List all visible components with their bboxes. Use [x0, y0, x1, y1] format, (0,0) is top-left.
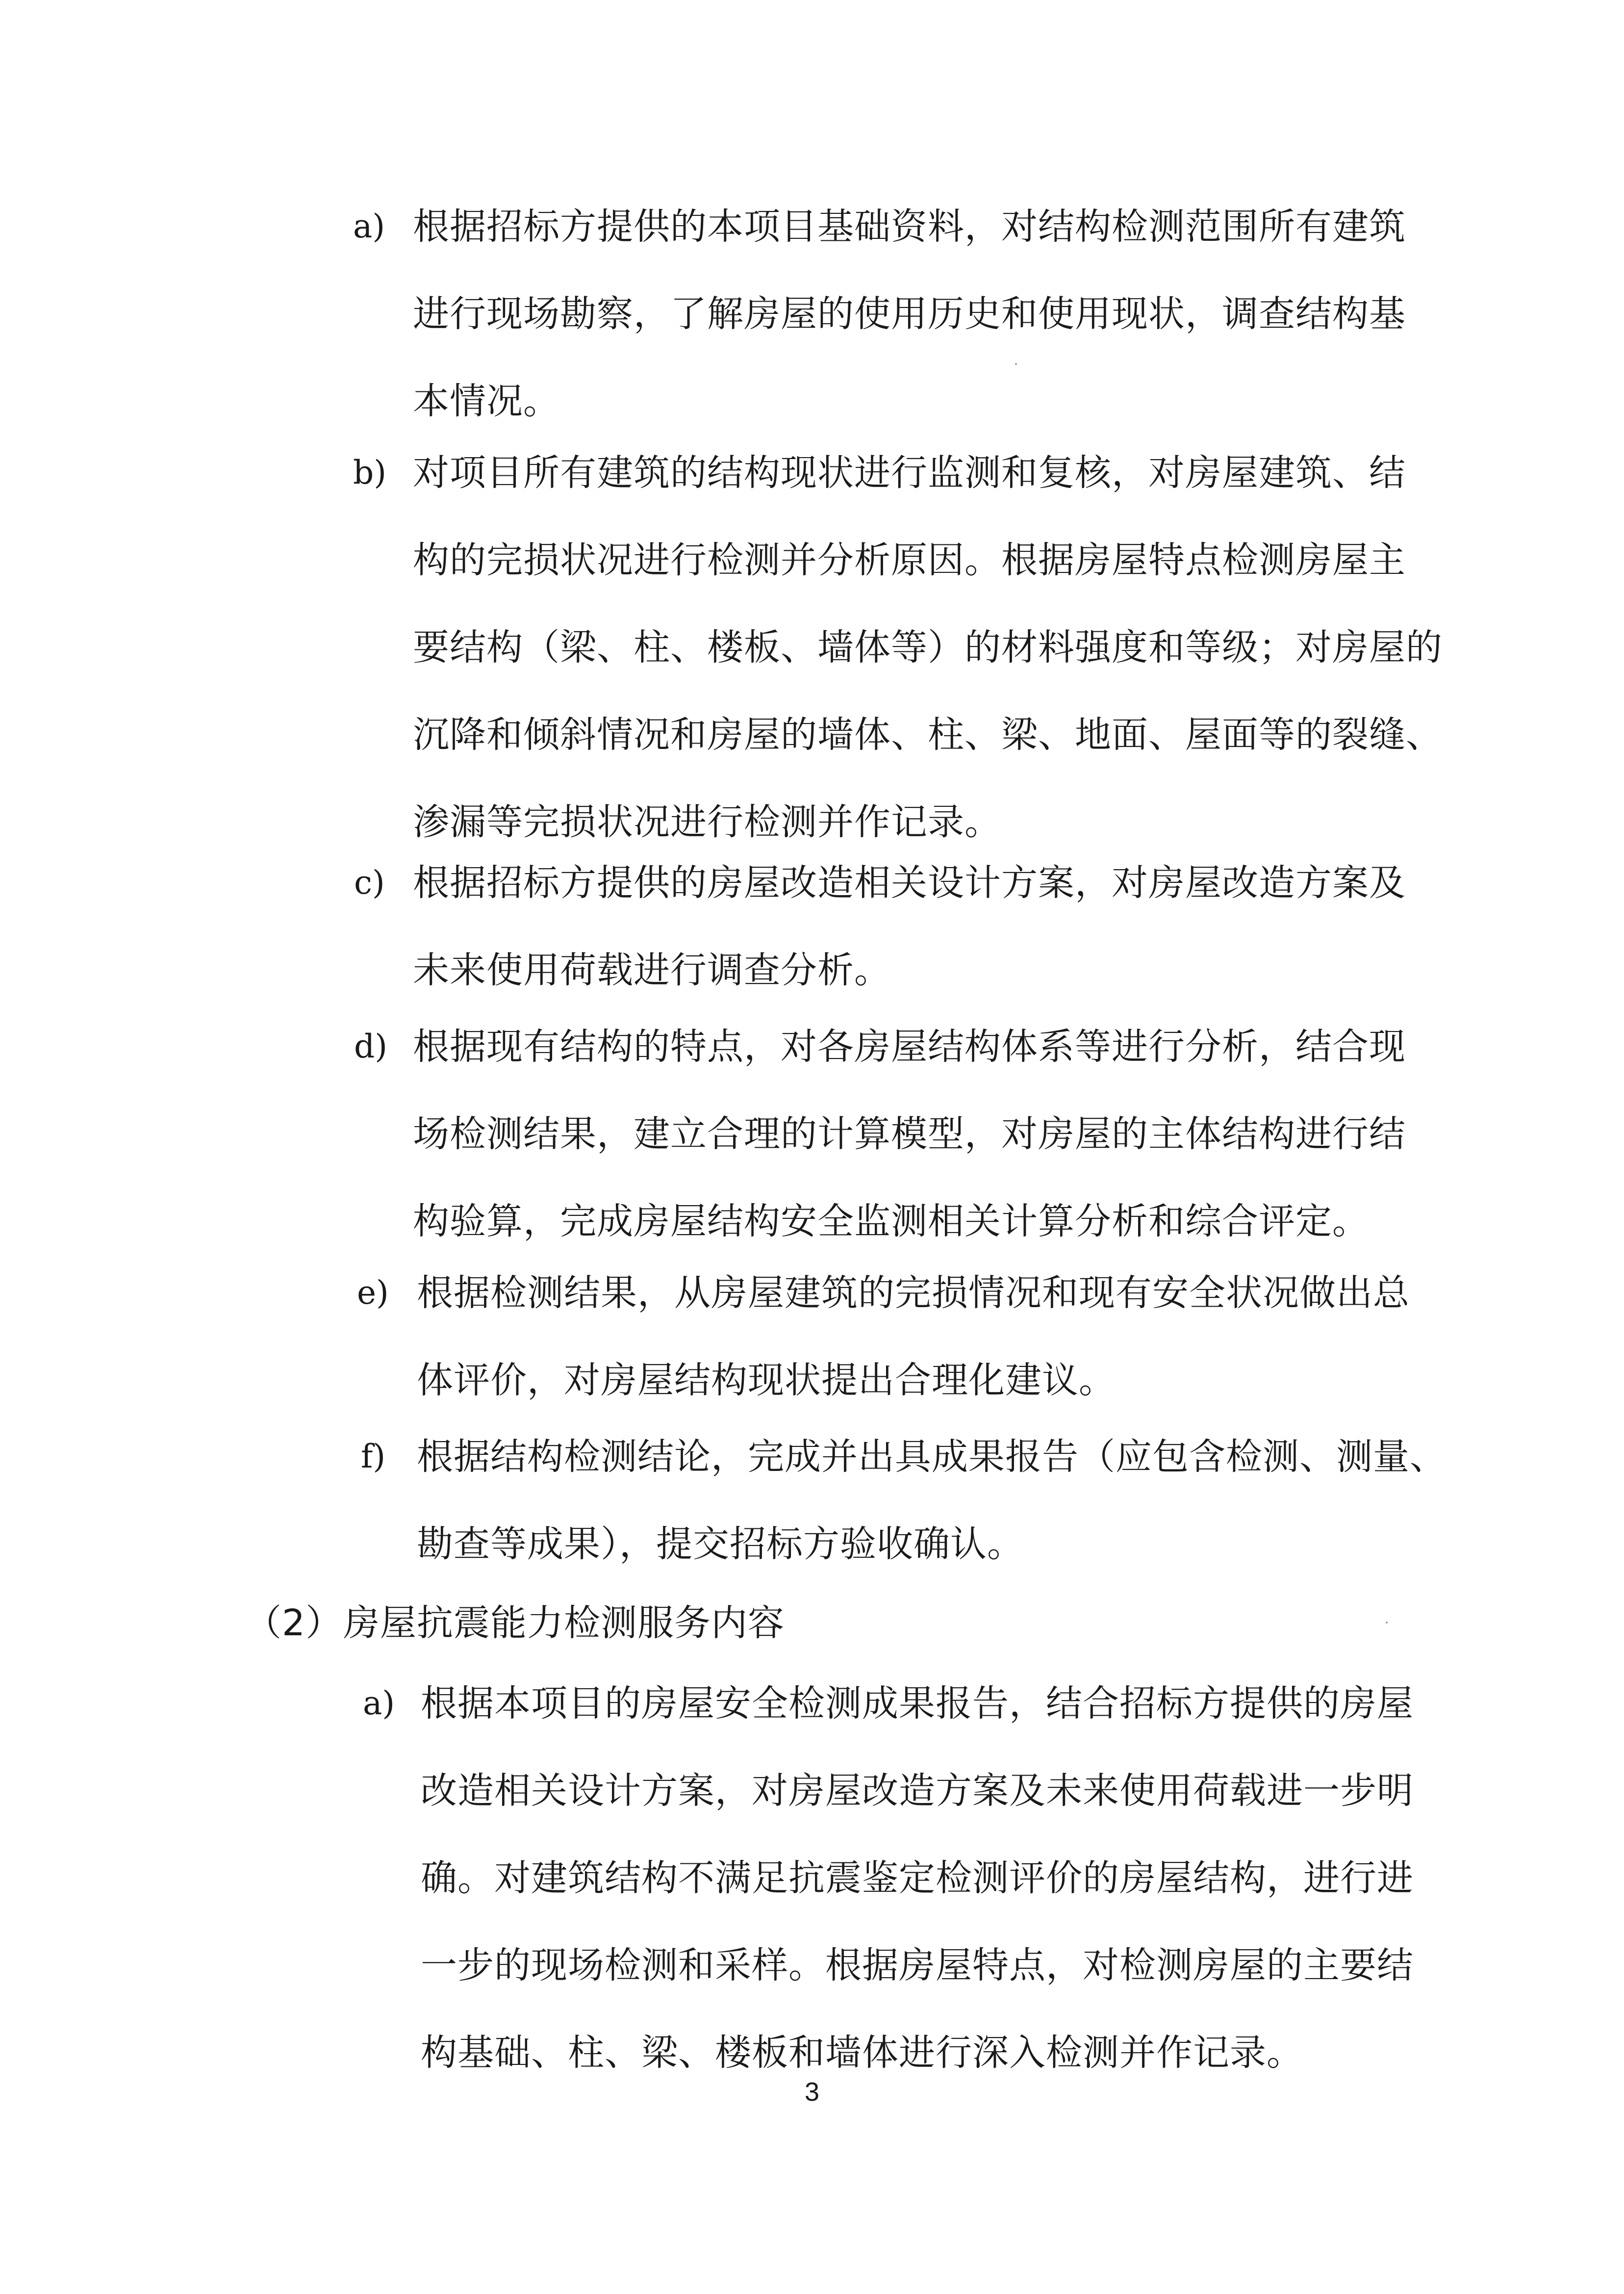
- text-line: 构基础、柱、梁、楼板和墙体进行深入检测并作记录。: [421, 2032, 1303, 2074]
- list-item-text: [413, 183, 1406, 445]
- text-line: 勘查等成果），提交招标方验收确认。: [417, 1523, 1024, 1565]
- list-marker: a): [363, 1684, 395, 1722]
- text-line: 改造相关设计方案，对房屋改造方案及未来使用荷载进一步明: [421, 1770, 1414, 1812]
- text-line: 构的完损状况进行检测并分析原因。根据房屋特点检测房屋主: [413, 539, 1406, 581]
- text-line: 进行现场勘察，了解房屋的使用历史和使用现状，调查结构基: [413, 293, 1406, 335]
- text-line: 本情况。: [413, 380, 560, 422]
- section-title: 房屋抗震能力检测服务内容: [343, 1602, 785, 1644]
- text-line: 未来使用荷载进行调查分析。: [413, 949, 891, 991]
- text-line: 一步的现场检测和采样。根据房屋特点，对检测房屋的主要结: [421, 1944, 1414, 1986]
- text-line: 根据结构检测结论，完成并出具成果报告（应包含检测、测量、: [417, 1436, 1446, 1478]
- text-line: 体评价，对房屋结构现状提出合理化建议。: [417, 1359, 1116, 1401]
- list-marker: a): [353, 207, 385, 245]
- text-line: 沉降和倾斜情况和房屋的墙体、柱、梁、地面、屋面等的裂缝、: [413, 714, 1443, 756]
- text-line: 渗漏等完损状况进行检测并作记录。: [413, 801, 1001, 843]
- list-marker: b): [353, 454, 386, 491]
- list-marker: f): [361, 1438, 386, 1475]
- section-number: （2）: [245, 1602, 343, 1644]
- scan-speck: [1015, 363, 1017, 365]
- scan-speck: [1386, 1622, 1388, 1624]
- text-line: 根据招标方提供的本项目基础资料，对结构检测范围所有建筑: [413, 206, 1406, 248]
- page-number: 3: [804, 2077, 820, 2107]
- text-line: 根据检测结果，从房屋建筑的完损情况和现有安全状况做出总: [417, 1272, 1410, 1314]
- list-item-text: [417, 1413, 1446, 1588]
- text-line: 构验算，完成房屋结构安全监测相关计算分析和综合评定。: [413, 1200, 1369, 1242]
- text-line: 场检测结果，建立合理的计算模型，对房屋的主体结构进行结: [413, 1113, 1406, 1155]
- list-item-text: [413, 429, 1443, 866]
- list-item-text: [417, 1249, 1410, 1424]
- list-item-text: [413, 839, 1406, 1014]
- text-line: 确。对建筑结构不满足抗震鉴定检测评价的房屋结构，进行进: [421, 1857, 1414, 1899]
- list-marker: c): [354, 864, 385, 902]
- text-line: 对项目所有建筑的结构现状进行监测和复核，对房屋建筑、结: [413, 452, 1406, 494]
- list-marker: e): [357, 1274, 389, 1312]
- list-item-text: [413, 1003, 1406, 1265]
- list-marker: d): [354, 1028, 387, 1065]
- text-line: 根据招标方提供的房屋改造相关设计方案，对房屋改造方案及: [413, 862, 1406, 904]
- list-item-text: [421, 1660, 1414, 2096]
- text-line: 根据本项目的房屋安全检测成果报告，结合招标方提供的房屋: [421, 1682, 1414, 1725]
- text-line: 根据现有结构的特点，对各房屋结构体系等进行分析，结合现: [413, 1026, 1406, 1068]
- text-line: 要结构（梁、柱、楼板、墙体等）的材料强度和等级；对房屋的: [413, 626, 1443, 669]
